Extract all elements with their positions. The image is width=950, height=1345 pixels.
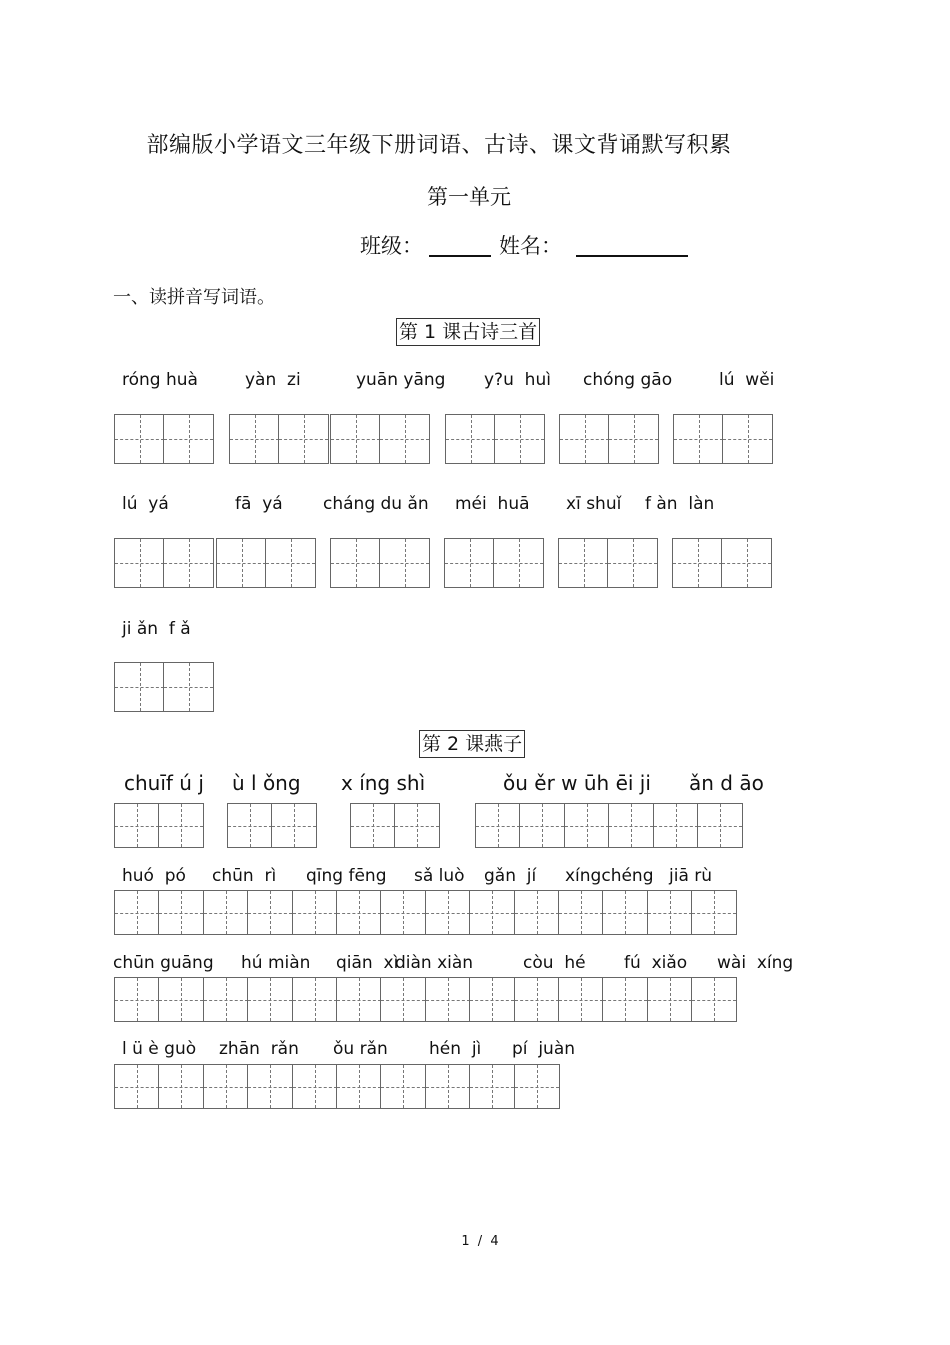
grid-cell[interactable] [514,1064,560,1109]
grid-cell[interactable] [721,538,772,588]
grid-cell[interactable] [158,803,204,848]
grid-cell[interactable] [379,538,430,588]
writing-grid[interactable] [444,538,543,588]
grid-cell[interactable] [425,890,471,935]
class-blank[interactable] [429,233,491,257]
grid-cell[interactable] [247,890,293,935]
grid-cell[interactable] [330,414,381,464]
grid-cell[interactable] [247,1064,293,1109]
grid-cell[interactable] [673,414,724,464]
pinyin: fú xiǎo [624,953,688,973]
pinyin: huó pó [122,866,186,886]
pinyin: gǎn jí [484,866,537,886]
grid-cell[interactable] [672,538,723,588]
grid-cell[interactable] [653,803,699,848]
grid-cell[interactable] [330,538,381,588]
pinyin: sǎ luò [414,866,465,886]
grid-cell[interactable] [722,414,773,464]
grid-cell[interactable] [114,1064,160,1109]
writing-grid[interactable] [330,538,429,588]
grid-cell[interactable] [158,890,204,935]
pinyin: l ü è guò [122,1039,197,1059]
grid-cell[interactable] [691,977,737,1022]
writing-grid[interactable] [558,538,657,588]
page-number: 1 / 4 [461,1234,501,1249]
grid-cell[interactable] [265,538,316,588]
pinyin: cháng du ǎn [323,494,429,514]
pinyin: x íng shì [341,771,426,795]
pinyin: pí juàn [512,1039,576,1059]
grid-cell[interactable] [114,414,165,464]
grid-cell[interactable] [203,977,249,1022]
grid-cell[interactable] [158,977,204,1022]
grid-cell[interactable] [394,803,440,848]
writing-grid[interactable] [559,414,658,464]
pinyin: hú miàn [241,953,311,973]
writing-grid[interactable] [672,538,771,588]
grid-cell[interactable] [336,1064,382,1109]
grid-cell[interactable] [425,1064,471,1109]
grid-cell[interactable] [514,977,560,1022]
grid-cell[interactable] [114,977,160,1022]
pinyin: còu hé [523,953,586,973]
grid-cell[interactable] [469,890,515,935]
grid-cell[interactable] [444,538,495,588]
pinyin: hén jì [429,1039,482,1059]
grid-cell[interactable] [292,890,338,935]
grid-cell[interactable] [114,662,165,712]
writing-grid[interactable] [114,414,213,464]
grid-cell[interactable] [292,1064,338,1109]
pinyin: qiān xì [336,953,399,973]
grid-cell[interactable] [380,890,426,935]
pinyin: y?u huì [484,370,551,390]
pinyin: chūn rì [212,866,277,886]
lesson-2-heading: 第 2 课燕子 [419,730,525,758]
grid-cell[interactable] [336,977,382,1022]
grid-cell[interactable] [558,890,604,935]
grid-cell[interactable] [379,414,430,464]
writing-grid[interactable] [350,803,439,848]
grid-cell[interactable] [350,803,396,848]
writing-grid[interactable] [227,803,316,848]
grid-cell[interactable] [607,538,658,588]
unit-title: 第一单元 [427,185,511,209]
lesson-1-heading: 第 1 课古诗三首 [396,318,540,346]
grid-cell[interactable] [158,1064,204,1109]
grid-cell[interactable] [380,1064,426,1109]
grid-cell[interactable] [425,977,471,1022]
pinyin: lú wěi [719,370,775,390]
grid-cell[interactable] [647,890,693,935]
section-heading: 一、读拼音写词语。 [113,287,275,308]
pinyin: lú yá [122,494,169,514]
pinyin: chóng gāo [583,370,673,390]
writing-grid[interactable] [114,977,736,1022]
name-label: 姓名： [499,234,562,258]
pinyin: wài xíng [717,953,794,973]
grid-cell[interactable] [493,538,544,588]
pinyin: róng huà [122,370,198,390]
grid-cell[interactable] [602,890,648,935]
pinyin: ǎn d āo [689,771,764,795]
writing-grid[interactable] [114,538,213,588]
grid-cell[interactable] [558,977,604,1022]
grid-cell[interactable] [647,977,693,1022]
grid-cell[interactable] [697,803,743,848]
grid-cell[interactable] [514,890,560,935]
grid-cell[interactable] [559,414,610,464]
pinyin: qīng fēng [306,866,387,886]
grid-cell[interactable] [163,662,214,712]
grid-cell[interactable] [292,977,338,1022]
grid-cell[interactable] [247,977,293,1022]
pinyin: méi huā [455,494,530,514]
pinyin: ji ǎn f ǎ [122,619,191,639]
pinyin: diàn xiàn [395,953,474,973]
grid-cell[interactable] [558,538,609,588]
grid-cell[interactable] [216,538,267,588]
writing-grid[interactable] [114,1064,558,1109]
writing-grid[interactable] [229,414,328,464]
grid-cell[interactable] [691,890,737,935]
pinyin: yàn zi [245,370,301,390]
writing-grid[interactable] [445,414,544,464]
writing-grid[interactable] [330,414,429,464]
grid-cell[interactable] [475,803,521,848]
pinyin: fā yá [235,494,283,514]
grid-cell[interactable] [271,803,317,848]
grid-cell[interactable] [163,414,214,464]
pinyin: ù l ǒng [232,771,301,795]
document-title: 部编版小学语文三年级下册词语、古诗、课文背诵默写积累 [146,133,732,158]
grid-cell[interactable] [445,414,496,464]
pinyin: xíngchéng [565,866,654,886]
pinyin: ǒu rǎn [333,1039,388,1059]
grid-cell[interactable] [114,538,165,588]
grid-cell[interactable] [564,803,610,848]
pinyin: xī shuǐ [566,494,622,514]
class-name-line [360,230,688,260]
pinyin: zhān rǎn [219,1039,299,1059]
writing-grid[interactable] [673,414,772,464]
grid-cell[interactable] [602,977,648,1022]
grid-cell[interactable] [114,890,160,935]
class-label: 班级： [360,234,423,258]
grid-cell[interactable] [469,977,515,1022]
writing-grid[interactable] [114,803,203,848]
pinyin: f àn làn [645,494,715,514]
writing-grid[interactable] [114,662,213,712]
grid-cell[interactable] [336,890,382,935]
grid-cell[interactable] [519,803,565,848]
grid-cell[interactable] [203,1064,249,1109]
grid-cell[interactable] [163,538,214,588]
writing-grid[interactable] [475,803,741,848]
grid-cell[interactable] [469,1064,515,1109]
grid-cell[interactable] [608,414,659,464]
grid-cell[interactable] [229,414,280,464]
pinyin: chūn guāng [113,953,214,973]
grid-cell[interactable] [608,803,654,848]
grid-cell[interactable] [203,890,249,935]
grid-cell[interactable] [114,803,160,848]
grid-cell[interactable] [227,803,273,848]
pinyin: jiā rù [669,866,713,886]
grid-cell[interactable] [494,414,545,464]
name-blank[interactable] [576,233,688,257]
pinyin: yuān yāng [356,370,446,390]
writing-grid[interactable] [216,538,315,588]
grid-cell[interactable] [278,414,329,464]
grid-cell[interactable] [380,977,426,1022]
pinyin: ǒu ěr w ūh ēi ji [503,771,651,795]
pinyin: chuīf ú j [124,771,204,795]
writing-grid[interactable] [114,890,736,935]
